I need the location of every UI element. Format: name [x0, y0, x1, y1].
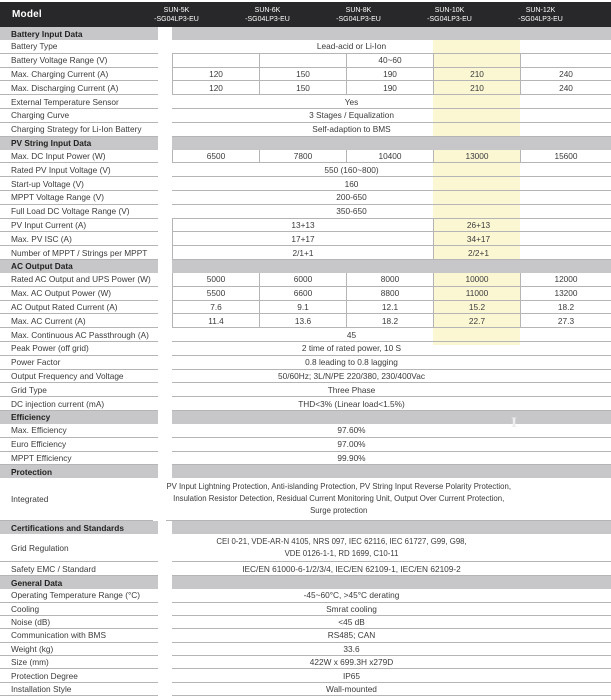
section-bar-fill — [172, 260, 611, 273]
value-split — [172, 232, 611, 246]
value-cells — [172, 301, 611, 315]
model-suffix: -SG04LP3-EU — [518, 15, 563, 23]
merged-value — [172, 562, 611, 576]
value-cell: 190 — [347, 68, 434, 81]
row-gap — [158, 534, 172, 562]
spec-row — [0, 232, 611, 246]
spec-row — [0, 301, 611, 315]
spec-row — [0, 191, 611, 205]
value-cell — [173, 54, 260, 67]
value-text: 422W x 699.3H x279D — [309, 657, 394, 668]
model-name: SUN-5K — [163, 6, 190, 14]
value-text: Yes — [344, 96, 359, 107]
value-text: 3 Stages / Equalization — [309, 110, 394, 121]
row-gap — [158, 232, 172, 246]
merged-value — [172, 424, 611, 438]
row-label: AC Output Rated Current (A) — [0, 301, 158, 315]
spec-row — [0, 314, 611, 328]
value-split — [172, 219, 611, 233]
merged-value — [172, 452, 611, 466]
value-text: 33.6 — [343, 643, 360, 654]
merged-value — [172, 656, 611, 669]
merged-value — [172, 534, 611, 562]
section-title: PV String Input Data — [0, 137, 158, 150]
row-label: Protection Degree — [0, 669, 158, 682]
value-cell: 13200 — [554, 288, 578, 299]
row-label: Weight (kg) — [0, 643, 158, 656]
value-cell: 150 — [260, 68, 347, 81]
spec-row — [0, 370, 611, 384]
value-cell: 10000 — [434, 273, 521, 286]
value-cell: 12000 — [554, 274, 578, 285]
row-label: MPPT Voltage Range (V) — [0, 191, 158, 205]
model-column-header-highlighted — [404, 2, 495, 27]
model-column-header — [222, 2, 313, 27]
row-gap — [158, 163, 172, 177]
row-gap — [158, 150, 172, 164]
spec-row — [0, 109, 611, 123]
merged-value — [172, 177, 611, 191]
value-cell: 10400 — [347, 150, 434, 163]
row-label: Rated AC Output and UPS Power (W) — [0, 273, 158, 287]
spec-row — [0, 246, 611, 260]
model-name: SUN-10K — [434, 6, 465, 14]
row-gap — [158, 370, 172, 384]
row-label: Max. AC Current (A) — [0, 314, 158, 328]
spec-row — [0, 534, 611, 562]
value-line: PV Input Lightning Protection, Anti-islanding Protection, PV String Input Reverse Polarity Protection, — [166, 482, 511, 492]
model-suffix: -SG04LP3-EU — [336, 15, 381, 23]
row-label: Max. Charging Current (A) — [0, 68, 158, 82]
merged-value — [172, 163, 611, 177]
merged-value — [172, 40, 611, 54]
merged-value — [172, 438, 611, 452]
value-cell: 120 — [173, 68, 260, 81]
spec-row — [0, 616, 611, 629]
value-text: Wall-mounted — [326, 684, 377, 695]
row-label: Safety EMC / Standard — [0, 562, 158, 576]
merged-value — [172, 109, 611, 123]
value-split — [172, 246, 611, 260]
row-label: Integrated — [0, 478, 153, 521]
row-gap — [158, 54, 172, 68]
row-label: PV Input Current (A) — [0, 219, 158, 233]
value-cell: 210 — [434, 68, 521, 81]
value-cell: 5000 — [173, 273, 260, 286]
spec-row — [0, 478, 611, 521]
merged-value — [172, 342, 611, 356]
spec-row — [0, 40, 611, 54]
row-label: Max. Efficiency — [0, 424, 158, 438]
value-cell: 6000 — [260, 273, 347, 286]
value-cell: 15.2 — [434, 301, 521, 314]
spec-row — [0, 177, 611, 191]
spec-row — [0, 54, 611, 68]
row-gap — [158, 191, 172, 205]
row-label: Grid Regulation — [0, 534, 158, 562]
value-cell-left: 17+17 — [173, 232, 434, 245]
spec-row — [0, 150, 611, 164]
merged-value — [172, 589, 611, 602]
spec-row — [0, 81, 611, 95]
row-label: Max. AC Output Power (W) — [0, 287, 158, 301]
value-text: Lead-acid or Li-Ion — [316, 41, 387, 52]
model-column-header — [131, 2, 222, 27]
row-gap — [158, 109, 172, 123]
row-gap — [158, 40, 172, 54]
spec-row — [0, 643, 611, 656]
section-title: Certifications and Standards — [0, 521, 158, 534]
value-cell-right: 26+13 — [466, 219, 491, 230]
merged-value — [172, 629, 611, 642]
spec-row — [0, 123, 611, 137]
value-text: 200-650 — [336, 192, 367, 203]
row-label: Battery Type — [0, 40, 158, 54]
row-label: Rated PV Input Voltage (V) — [0, 163, 158, 177]
model-name: SUN-8K — [345, 6, 372, 14]
value-line: Insulation Resistor Detection, Residual Current Monitoring Unit, Output Over Current Protection, — [173, 494, 505, 504]
value-cell-left: 2/1+1 — [173, 246, 434, 259]
row-label: DC injection current (mA) — [0, 397, 158, 411]
model-name: SUN-12K — [525, 6, 556, 14]
value-cell: 240 — [559, 68, 573, 79]
value-text: 160 — [344, 178, 359, 189]
value-text: -45~60°C, >45°C derating — [303, 590, 400, 601]
spec-row — [0, 383, 611, 397]
merged-value — [172, 370, 611, 384]
value-line: CEI 0-21, VDE-AR-N 4105, NRS 097, IEC 62116, IEC 61727, G99, G98, — [216, 536, 467, 546]
spec-row — [0, 438, 611, 452]
section-bar-gap — [158, 576, 172, 589]
row-gap — [158, 328, 172, 342]
spec-row — [0, 397, 611, 411]
row-gap — [158, 68, 172, 82]
section-bar-gap — [158, 465, 172, 478]
value-text: 0.8 leading to 0.8 lagging — [305, 357, 398, 368]
section-bar-fill — [172, 521, 611, 534]
model-columns — [131, 2, 586, 27]
value-cell — [260, 54, 347, 67]
row-label: Charging Curve — [0, 109, 158, 123]
row-gap — [158, 301, 172, 315]
merged-value — [172, 383, 611, 397]
spec-row — [0, 328, 611, 342]
row-label: Max. PV ISC (A) — [0, 232, 158, 246]
section-bar — [0, 27, 611, 40]
spec-row — [0, 356, 611, 370]
value-cells — [172, 273, 611, 287]
value-cell — [521, 54, 611, 67]
section-title: Efficiency — [0, 411, 158, 424]
row-gap — [158, 603, 172, 616]
value-cell: 11000 — [434, 287, 521, 300]
spec-row — [0, 629, 611, 642]
row-gap — [158, 342, 172, 356]
row-gap — [158, 356, 172, 370]
row-gap — [158, 314, 172, 328]
section-title: AC Output Data — [0, 260, 158, 273]
value-text: Smrat cooling — [326, 603, 377, 614]
row-gap — [158, 246, 172, 260]
section-bar — [0, 411, 611, 424]
row-gap — [158, 219, 172, 233]
row-label: MPPT Efficiency — [0, 452, 158, 466]
value-text: 97.00% — [337, 439, 366, 450]
row-label: Power Factor — [0, 356, 158, 370]
value-cell: 13000 — [434, 150, 521, 163]
value-cell: 8000 — [347, 273, 434, 286]
row-label: Max. DC Input Power (W) — [0, 150, 158, 164]
merged-value — [172, 328, 611, 342]
spec-row — [0, 589, 611, 602]
row-label: Noise (dB) — [0, 616, 158, 629]
row-gap — [158, 562, 172, 576]
merged-value — [172, 616, 611, 629]
model-header-label: Model — [12, 9, 42, 20]
section-bar — [0, 576, 611, 589]
spec-row — [0, 562, 611, 576]
row-gap — [158, 177, 172, 191]
value-text: 97.60% — [337, 425, 366, 436]
value-text: 550 (160~800) — [324, 164, 379, 175]
row-label: Battery Voltage Range (V) — [0, 54, 158, 68]
value-cell: 7800 — [260, 150, 347, 163]
value-cell-right: 34+17 — [466, 233, 491, 244]
row-label: Full Load DC Voltage Range (V) — [0, 205, 158, 219]
value-cell: 150 — [260, 81, 347, 94]
section-bar — [0, 521, 611, 534]
spec-row — [0, 219, 611, 233]
merged-value — [172, 397, 611, 411]
row-gap — [158, 669, 172, 682]
row-label: Communication with BMS — [0, 629, 158, 642]
value-cells — [172, 54, 611, 68]
row-gap — [158, 589, 172, 602]
value-cell: 9.1 — [260, 301, 347, 314]
value-cells — [172, 287, 611, 301]
row-gap — [158, 287, 172, 301]
section-bar-gap — [158, 137, 172, 150]
section-bar-fill — [172, 137, 611, 150]
row-gap — [158, 656, 172, 669]
merged-value — [172, 95, 611, 109]
value-cells — [172, 314, 611, 328]
model-suffix: -SG04LP3-EU — [154, 15, 199, 23]
merged-value — [172, 683, 611, 696]
row-gap — [158, 629, 172, 642]
merged-value — [172, 603, 611, 616]
model-header-row — [0, 2, 611, 27]
value-cell: 6500 — [173, 150, 260, 163]
section-bar — [0, 137, 611, 150]
value-cell: 240 — [559, 82, 573, 93]
section-bar-gap — [158, 411, 172, 424]
model-suffix: -SG04LP3-EU — [427, 15, 472, 23]
row-gap — [158, 81, 172, 95]
value-text: IEC/EN 61000-6-1/2/3/4, IEC/EN 62109-1, IEC/EN 62109-2 — [242, 563, 461, 574]
value-cell: 12.1 — [347, 301, 434, 314]
row-label: Number of MPPT / Strings per MPPT — [0, 246, 158, 260]
row-gap — [158, 205, 172, 219]
spec-row — [0, 95, 611, 109]
value-cell: 5500 — [173, 287, 260, 300]
row-label: Max. Continuous AC Passthrough (A) — [0, 328, 158, 342]
row-label: Grid Type — [0, 383, 158, 397]
spec-row — [0, 273, 611, 287]
value-cell: 6600 — [260, 287, 347, 300]
value-cell: 18.2 — [557, 301, 575, 312]
text-cursor-icon: I — [511, 416, 518, 431]
value-text: 99.90% — [337, 452, 366, 463]
row-label: Euro Efficiency — [0, 438, 158, 452]
merged-value — [166, 478, 611, 521]
spec-row — [0, 683, 611, 696]
row-gap — [158, 383, 172, 397]
spec-table — [0, 27, 611, 696]
section-title: Protection — [0, 465, 158, 478]
model-column-header — [313, 2, 404, 27]
value-cell: 13.6 — [260, 314, 347, 327]
header-filler — [586, 2, 611, 27]
value-text: 350-650 — [336, 206, 367, 217]
row-gap — [153, 478, 167, 521]
value-text: THD<3% (Linear load<1.5%) — [298, 398, 405, 409]
value-line: VDE 0126-1-1, RD 1699, C10-11 — [284, 548, 399, 558]
row-label: Operating Temperature Range (°C) — [0, 589, 158, 602]
section-bar-fill — [172, 465, 611, 478]
section-bar-gap — [158, 521, 172, 534]
row-gap — [158, 424, 172, 438]
row-label: Output Frequency and Voltage — [0, 370, 158, 384]
value-text: <45 dB — [338, 617, 365, 628]
row-gap — [158, 273, 172, 287]
value-text: IP65 — [342, 670, 361, 681]
row-gap — [158, 123, 172, 137]
section-title: Battery Input Data — [0, 27, 158, 40]
spec-row — [0, 452, 611, 466]
merged-value — [172, 191, 611, 205]
row-label: Installation Style — [0, 683, 158, 696]
value-cell: 15600 — [554, 150, 578, 161]
spec-row — [0, 287, 611, 301]
value-line: Surge protection — [310, 506, 368, 516]
spec-row — [0, 424, 611, 438]
row-gap — [158, 643, 172, 656]
row-gap — [158, 95, 172, 109]
value-cell: 27.3 — [557, 315, 575, 326]
row-gap — [158, 438, 172, 452]
value-text: 45 — [346, 329, 357, 340]
value-cells — [172, 68, 611, 82]
value-cell: 120 — [173, 81, 260, 94]
value-cells — [172, 150, 611, 164]
row-gap — [158, 452, 172, 466]
value-cell — [434, 54, 521, 67]
spec-row — [0, 656, 611, 669]
row-label: External Temperature Sensor — [0, 95, 158, 109]
section-bar-fill — [172, 411, 611, 424]
value-text: Self-adaption to BMS — [312, 124, 391, 135]
section-bar-fill — [172, 576, 611, 589]
spec-row — [0, 205, 611, 219]
value-cell: 210 — [434, 81, 521, 94]
merged-value — [172, 205, 611, 219]
value-cell: 7.6 — [173, 301, 260, 314]
row-label: Size (mm) — [0, 656, 158, 669]
spec-row — [0, 603, 611, 616]
merged-value — [172, 356, 611, 370]
model-suffix: -SG04LP3-EU — [245, 15, 290, 23]
value-text: Three Phase — [327, 384, 376, 395]
value-cell: 22.7 — [434, 314, 521, 327]
spec-row — [0, 342, 611, 356]
value-cell: 8800 — [347, 287, 434, 300]
merged-value — [172, 643, 611, 656]
value-cells — [172, 81, 611, 95]
merged-value — [172, 123, 611, 137]
value-text: 50/60Hz; 3L/N/PE 220/380, 230/400Vac — [278, 370, 425, 381]
section-bar — [0, 260, 611, 273]
row-label: Max. Discharging Current (A) — [0, 81, 158, 95]
value-cell: 40~60 — [347, 54, 434, 67]
value-cell-right: 2/2+1 — [468, 247, 489, 258]
spec-row — [0, 669, 611, 682]
value-cell: 18.2 — [347, 314, 434, 327]
model-column-header — [495, 2, 586, 27]
row-gap — [158, 683, 172, 696]
value-cell: 11.4 — [173, 314, 260, 327]
spec-row — [0, 163, 611, 177]
section-bar-gap — [158, 260, 172, 273]
model-name: SUN-6K — [254, 6, 281, 14]
row-label: Peak Power (off grid) — [0, 342, 158, 356]
spec-row — [0, 68, 611, 82]
section-bar — [0, 465, 611, 478]
value-cell-left: 13+13 — [173, 219, 434, 232]
row-label: Charging Strategy for Li-Ion Battery — [0, 123, 158, 137]
value-cell: 190 — [347, 81, 434, 94]
row-label: Start-up Voltage (V) — [0, 177, 158, 191]
section-title: General Data — [0, 576, 158, 589]
section-bar-gap — [158, 27, 172, 40]
row-label: Cooling — [0, 603, 158, 616]
value-text: 2 time of rated power, 10 S — [301, 343, 402, 354]
value-text: RS485; CAN — [327, 630, 376, 641]
row-gap — [158, 397, 172, 411]
row-gap — [158, 616, 172, 629]
section-bar-fill — [172, 27, 611, 40]
merged-value — [172, 669, 611, 682]
